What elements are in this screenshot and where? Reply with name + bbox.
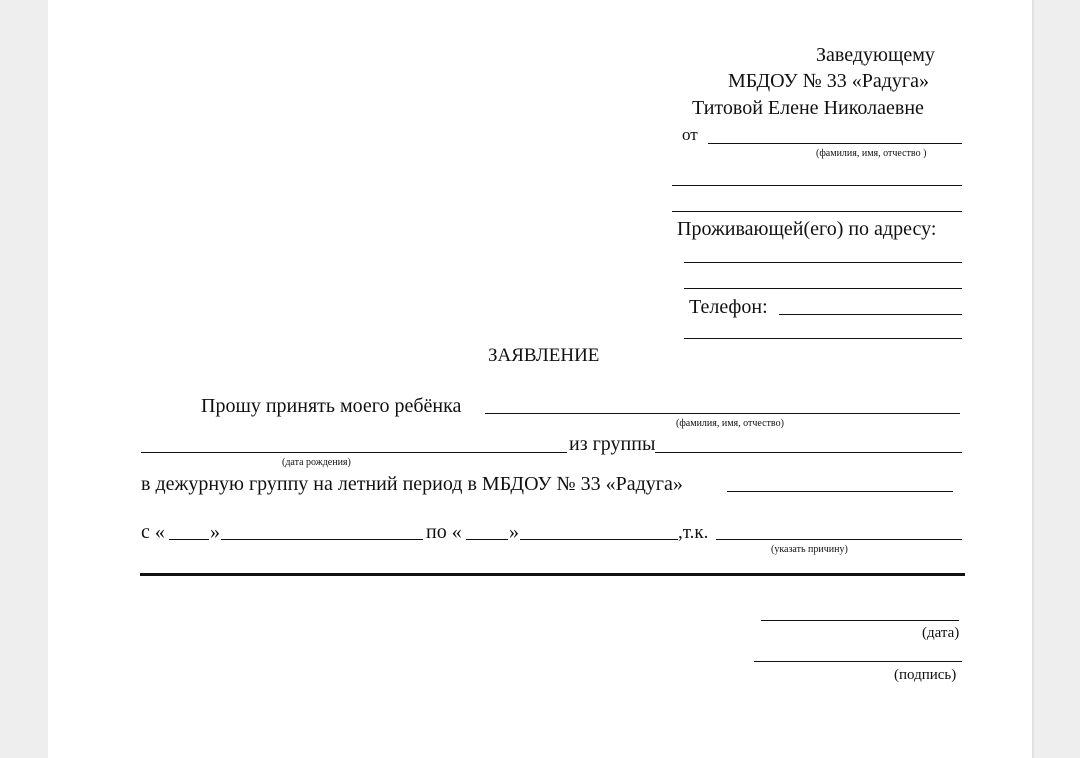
from-group-label: из группы <box>569 433 656 455</box>
duty-group-extra-field[interactable] <box>727 491 953 492</box>
from-name-field[interactable] <box>708 143 962 144</box>
from-date-close: » <box>210 521 220 543</box>
address-field-line-2[interactable] <box>684 288 962 289</box>
section-divider <box>140 573 965 576</box>
addressee-position: Заведующему <box>816 44 935 66</box>
signature-label: (подпись) <box>894 667 957 683</box>
birth-date-hint: (дата рождения) <box>282 457 351 468</box>
from-extra-line-2[interactable] <box>672 211 962 212</box>
date-label: (дата) <box>922 625 960 641</box>
date-field[interactable] <box>761 620 959 621</box>
from-extra-line-1[interactable] <box>672 185 962 186</box>
current-group-field[interactable] <box>655 452 962 453</box>
request-text: Прошу принять моего ребёнка <box>201 395 462 417</box>
to-date-close: » <box>509 521 519 543</box>
from-month-field[interactable] <box>221 539 423 540</box>
reason-field[interactable] <box>716 539 962 540</box>
from-day-field[interactable] <box>169 539 209 540</box>
address-field-line-1[interactable] <box>684 262 962 263</box>
addressee-name: Титовой Елене Николаевне <box>692 97 924 119</box>
birth-date-field[interactable] <box>141 452 567 453</box>
document-title: ЗАЯВЛЕНИЕ <box>488 345 600 366</box>
from-name-hint: (фамилия, имя, отчество ) <box>816 148 927 159</box>
page-edge <box>1032 0 1034 758</box>
from-date-label: с « <box>141 521 165 543</box>
child-name-hint: (фамилия, имя, отчество) <box>676 418 784 429</box>
phone-label: Телефон: <box>689 296 768 318</box>
phone-field[interactable] <box>779 314 962 315</box>
address-label: Проживающей(его) по адресу: <box>677 218 937 240</box>
reason-label: ,т.к. <box>678 522 709 543</box>
signature-field[interactable] <box>754 661 962 662</box>
document-page <box>48 0 1032 758</box>
duty-group-text: в дежурную группу на летний период в МБДОУ № 33 «Радуга» <box>141 473 683 495</box>
to-month-field[interactable] <box>520 539 678 540</box>
child-name-field[interactable] <box>485 413 960 414</box>
phone-extra-line[interactable] <box>684 338 962 339</box>
to-date-label: по « <box>426 521 462 543</box>
reason-hint: (указать причину) <box>771 544 848 555</box>
addressee-organization: МБДОУ № 33 «Радуга» <box>728 70 929 92</box>
from-label: от <box>682 125 698 144</box>
to-day-field[interactable] <box>466 539 508 540</box>
